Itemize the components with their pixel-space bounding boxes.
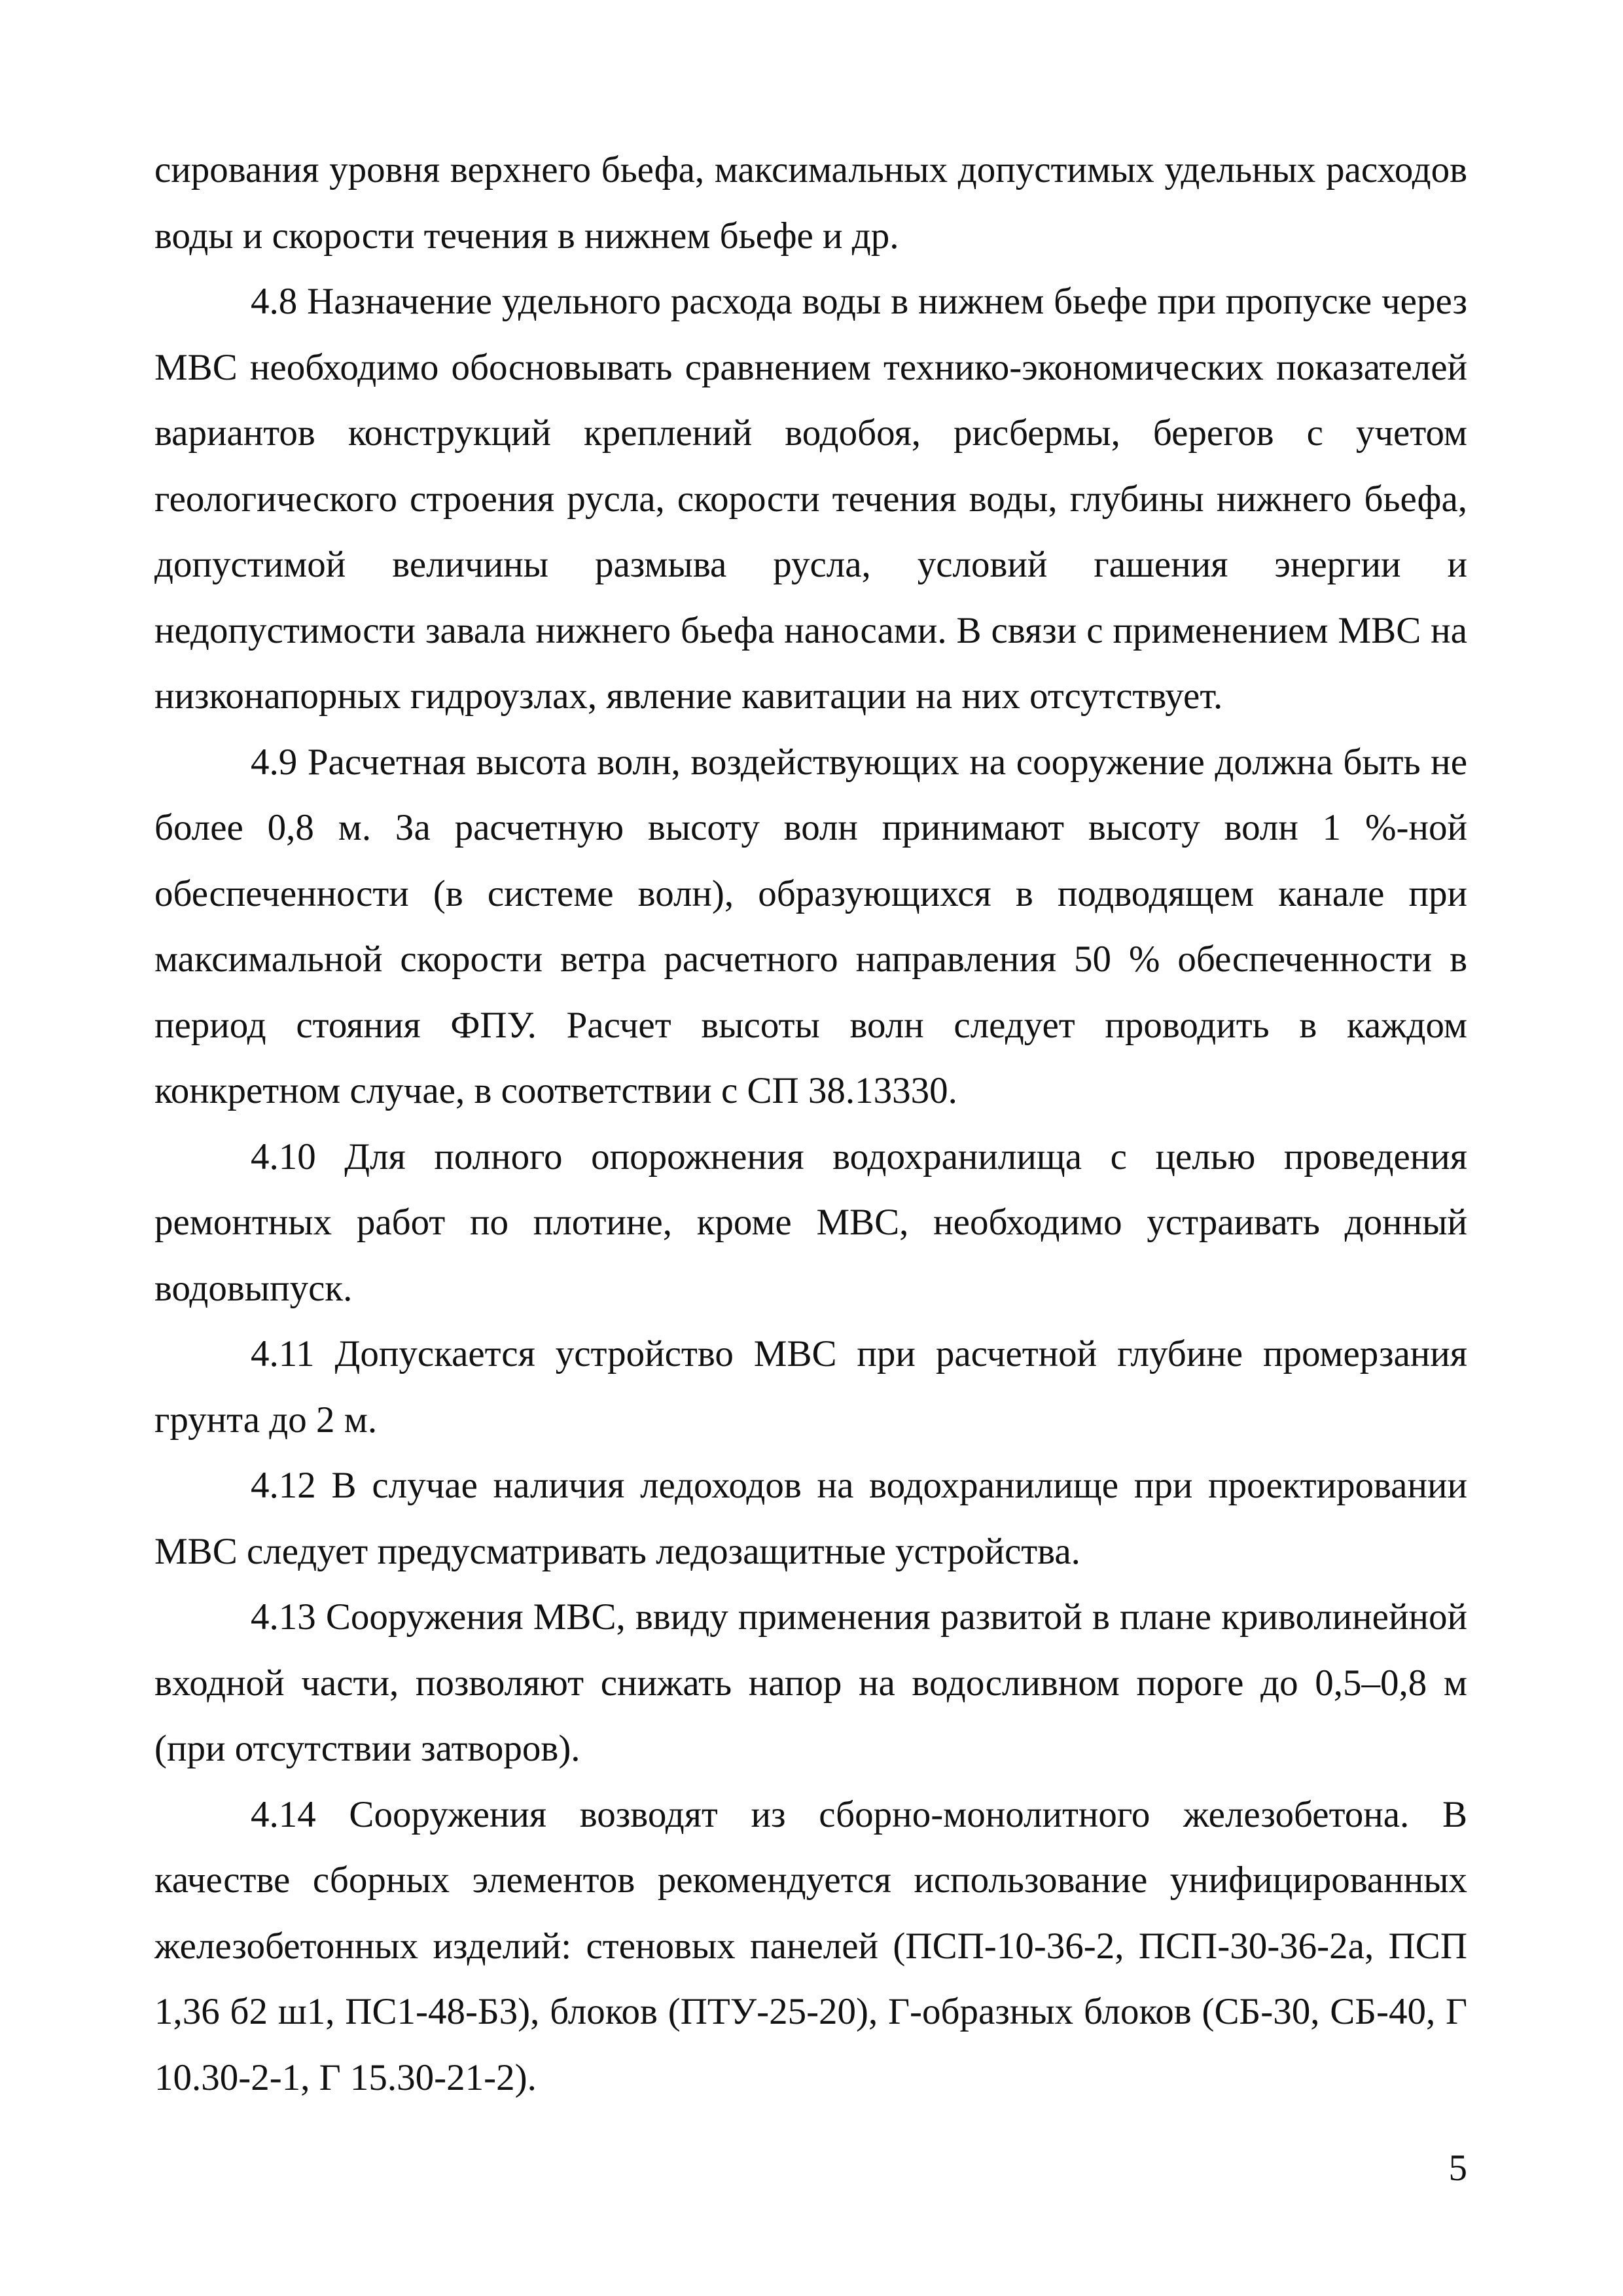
body-text (154, 137, 1467, 2111)
paragraph-4-8: 4.8 Назначение удельного расхода воды в нижнем бьефе при пропуске через МВС необходимо обосновывать сравнением технико-экономических показателей вариантов конструкций креплений водобоя, рисбермы, берегов с учетом геологического строения русла, скорости течения воды, глубины нижнего бьефа, допустимой величины размыва русла, условий гашения энергии и недопустимости завала нижнего бьефа наносами. В связи с применением МВС на низконапорных гидроузлах, явление кавитации на них отсутствует. (154, 281, 1467, 717)
page-number: 5 (1448, 2147, 1467, 2189)
paragraph-4-12: 4.12 В случае наличия ледоходов на водохранилище при проектировании МВС следует предусматривать ледозащитные устройства. (154, 1465, 1467, 1572)
paragraph-4-11: 4.11 Допускается устройство МВС при расчетной глубине промерзания грунта до 2 м. (154, 1333, 1467, 1441)
paragraph-continuation: сирования уровня верхнего бьефа, максимальных допустимых удельных расходов воды и скорости течения в нижнем бьефе и др. (154, 149, 1467, 257)
paragraph-4-13: 4.13 Сооружения МВС, ввиду применения развитой в плане криволинейной входной части, позволяют снижать напор на водосливном пороге до 0,5–0,8 м (при отсутствии затворов). (154, 1596, 1467, 1769)
paragraph-4-14: 4.14 Сооружения возводят из сборно-монолитного железобетона. В качестве сборных элементов рекомендуется использование унифицированных железобетонных изделий: стеновых панелей (ПСП-10-36-2, ПСП-30-36-2а, ПСП 1,36 б2 ш1, ПС1-48-Б3), блоков (ПТУ-25-20), Г-образных блоков (СБ-30, СБ-40, Г 10.30-2-1, Г 15.30-21-2). (154, 1793, 1467, 2098)
paragraph-4-10: 4.10 Для полного опорожнения водохранилища с целью проведения ремонтных работ по плотине, кроме МВС, необходимо устраивать донный водовыпуск. (154, 1136, 1467, 1309)
paragraph-4-9: 4.9 Расчетная высота волн, воздействующих на сооружение должна быть не более 0,8 м. За расчетную высоту волн принимают высоту волн 1 %-ной обеспеченности (в системе волн), образующихся в подводящем канале при максимальной скорости ветра расчетного направления 50 % обеспеченности в период стояния ФПУ. Расчет высоты волн следует проводить в каждом конкретном случае, в соответствии с СП 38.13330. (154, 741, 1467, 1111)
